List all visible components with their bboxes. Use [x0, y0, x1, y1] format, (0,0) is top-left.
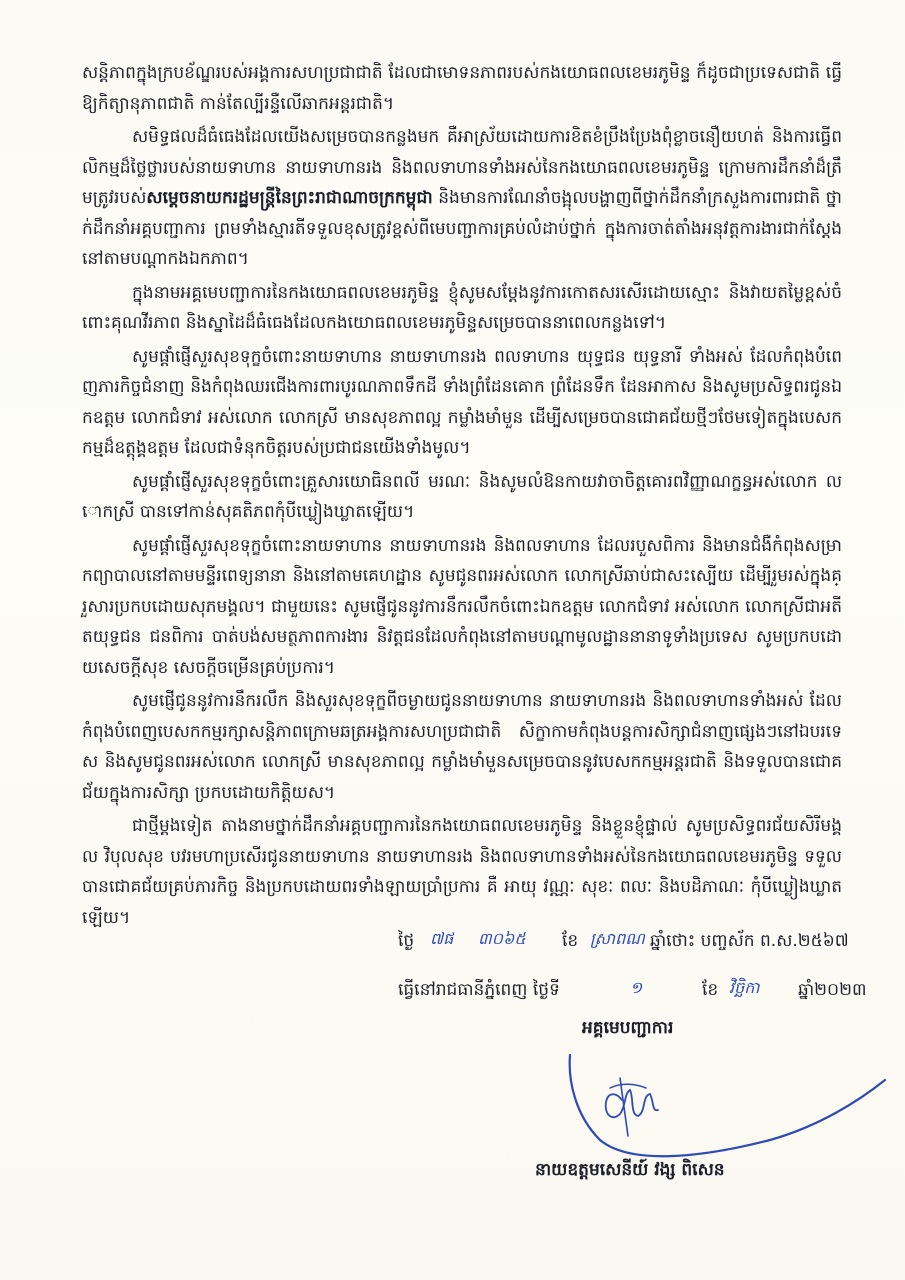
paragraph-2: [82, 122, 842, 275]
letter-body: [82, 58, 842, 936]
signatory-title: អគ្គមេបញ្ជាការ: [582, 1018, 674, 1038]
paragraph-1: សន្តិភាពក្នុងក្របខ័ណ្ឌរបស់អង្គការសហប្រជាជាតិ ដែលជាមោទនភាពរបស់កងយោធពលខេមរភូមិន្ទ ក៏ដូចជាប្រទេសជាតិ ធ្វើឱ្យកិត្យានុភាពជាតិ កាន់តែល្បីរន្ទឺលើឆាកអន្តរជាតិ។: [82, 63, 842, 114]
month-handwritten: វិច្ឆិកា: [729, 978, 760, 997]
year-text: ឆ្នាំ២០២៣: [798, 980, 867, 1000]
paragraph-8: ជាថ្មីម្តងទៀត តាងនាមថ្នាក់ដឹកនាំអគ្គបញ្ជាការនៃកងយោធពលខេមរភូមិន្ទ និងខ្លួនខ្ញុំផ្ទាល់ សូមប្រសិទ្ធពរជ័យសិរីមង្គល វិបុលសុខ បវរមហាប្រសើរជូននាយទាហាន នាយទាហានរង និងពលទាហានទាំងអស់នៃកងយោធពលខេមរភូមិន្ទ ទទួលបានជោគជ័យគ្រប់ភារកិច្ច និងប្រកបដោយពរទាំងឡាយប្រាំប្រការ គឺ អាយុ វណ្ណៈ សុខៈ ពលៈ និងបដិភាណៈ កុំបីឃ្លៀងឃ្លាតឡើយ។: [82, 816, 842, 928]
paragraph-4: សូមផ្តាំផ្ញើសួរសុខទុក្ខចំពោះនាយទាហាន នាយទាហានរង ពលទាហាន យុទ្ធជន យុទ្ធនារី ទាំងអស់ ដែលកំពុងបំពេញភារកិច្ចជំនាញ និងកំពុងឈរជើងការពារបូរណភាពទឹកដី ទាំងព្រំដែនគោក ព្រំដែនទឹក ដែនអាកាស និងសូមប្រសិទ្ធពរជូនឯកឧត្តម លោកជំទាវ អស់លោក លោកស្រី មានសុខភាពល្អ កម្លាំងមាំមួន ដើម្បីសម្រេចបានជោគជ័យថ្មីៗថែមទៀតក្នុងបេសកកម្មដ៏ឧត្តុង្គឧត្តម ដែលជាទំនុកចិត្តរបស់ប្រជាជនយើងទាំងមូល។: [82, 346, 842, 458]
paragraph-6: សូមផ្តាំផ្ញើសួរសុខទុក្ខចំពោះនាយទាហាន នាយទាហានរង និងពលទាហាន ដែលរបួសពិការ និងមានជំងឺកំពុងសម្រាកព្យាបាលនៅតាមមន្ទីរពេទ្យនានា និងនៅតាមគេហដ្ឋាន សូមជូនពរអស់លោក លោកស្រីឆាប់ជាសះស្បើយ ដើម្បីរួមរស់ក្នុងគ្រួសារប្រកបដោយសុភមង្គល។ ជាមួយនេះ សូមផ្ញើជូននូវការនឹករលឹកចំពោះឯកឧត្តម លោកជំទាវ អស់លោក លោកស្រីជាអតីតយុទ្ធជន ជនពិការ បាត់បង់សមត្ថភាពការងារ និវត្តជនដែលកំពុងនៅតាមបណ្តាមូលដ្ឋាននានាទូទាំងប្រទេស សូមប្រកបដោយសេចក្តីសុខ សេចក្តីចម្រើនគ្រប់ប្រការ។: [82, 535, 842, 678]
paragraph-2-text-b: និងមានការណែនាំចង្អុលបង្ហាញពីថ្នាក់ដឹកនាំក្រសួងការពារជាតិ ថ្នាក់ដឹកនាំអគ្គបញ្ជាការ ព្រមទាំងស្មារតីទទួលខុសត្រូវខ្ពស់ពីមេបញ្ជាការគ្រប់លំដាប់ថ្នាក់ ក្នុងការចាត់តាំងអនុវត្តការងារជាក់ស្តែងនៅតាមបណ្តាកងឯកភាព។: [82, 188, 842, 269]
paragraph-5: សូមផ្តាំផ្ញើសួរសុខទុក្ខចំពោះគ្រួសារយោធិនពលី មរណៈ និងសូមលំឱនកាយវាចាចិត្តគោរពវិញ្ញាណក្ខន្ធអស់លោក លោកស្រី បានទៅកាន់សុគតិភពកុំបីឃ្លៀងឃ្លាតឡើយ។: [82, 471, 842, 522]
lunar-month-handwritten: ស្រាពណ: [590, 929, 645, 948]
paragraph-7: សូមផ្ញើជូននូវការនឹករលឹក និងសួរសុខទុក្ខពីចម្ងាយជូននាយទាហាន នាយទាហានរង និងពលទាហានទាំងអស់ ដែលកំពុងបំពេញបេសកកម្មរក្សាសន្តិភាពក្រោមឆត្រអង្គការសហប្រជាជាតិ សិក្ខាកាមកំពុងបន្តការសិក្សាជំនាញផ្សេងៗនៅឯបរទេស និងសូមជូនពរអស់លោក លោកស្រី មានសុខភាពល្អ កម្លាំងមាំមួនសម្រេចបាននូវបេសកកម្មអន្តរជាតិ និងទទួលបានជោគជ័យក្នុងការសិក្សា ប្រកបដោយកិត្តិយស។: [82, 691, 842, 803]
lunar-month-label: ខែ: [562, 931, 579, 951]
place-date-prefix: ធ្វើនៅរាជធានីភ្នំពេញ ថ្ងៃទី: [398, 980, 560, 1000]
prime-minister-title: សម្តេចនាយករដ្ឋមន្ត្រីនៃព្រះរាជាណាចក្រកម្ពុជា: [146, 188, 433, 208]
handwritten-signature: [560, 1040, 890, 1170]
signatory-name: នាយឧត្តមសេនីយ៍ វង្ស ពិសេន: [535, 1160, 725, 1180]
month-label: ខែ: [702, 980, 719, 1000]
lunar-date-prefix: ថ្ងៃ: [398, 931, 415, 951]
paragraph-3: ក្នុងនាមអគ្គមេបញ្ជាការនៃកងយោធពលខេមរភូមិន្ទ ខ្ញុំសូមសម្តែងនូវការកោតសរសើរដោយស្មោះ និងវាយតម្លៃខ្ពស់ចំពោះគុណវីរភាព និងស្នាដៃដ៏ធំធេងដែលកងយោធពលខេមរភូមិន្ទសម្រេចបាននាពេលកន្លងទៅ។: [82, 282, 842, 333]
lunar-year-text: ឆ្នាំថោះ បញ្ចស័ក ព.ស.២៥៦៧: [650, 931, 849, 951]
paragraph-2-text-a: សមិទ្ធផលដ៏ធំធេងដែលយើងសម្រេចបានកន្លងមក គឺអាស្រ័យដោយការខិតខំប្រឹងប្រែងពុំខ្លាចនឿយហត់ និងការធ្វើពលិកម្មដ៏ថ្លៃថ្លារបស់នាយទាហាន នាយទាហានរង និងពលទាហានទាំងអស់នៃកងយោធពលខេមរភូមិន្ទ ក្រោមការដឹកនាំដ៏ត្រឹមត្រូវរបស់: [82, 127, 842, 208]
lunar-day-handwritten: ៧ផ: [430, 929, 454, 948]
day-handwritten: ១: [630, 978, 643, 997]
lunar-month-day-handwritten: ៣០៦៥: [478, 929, 526, 948]
